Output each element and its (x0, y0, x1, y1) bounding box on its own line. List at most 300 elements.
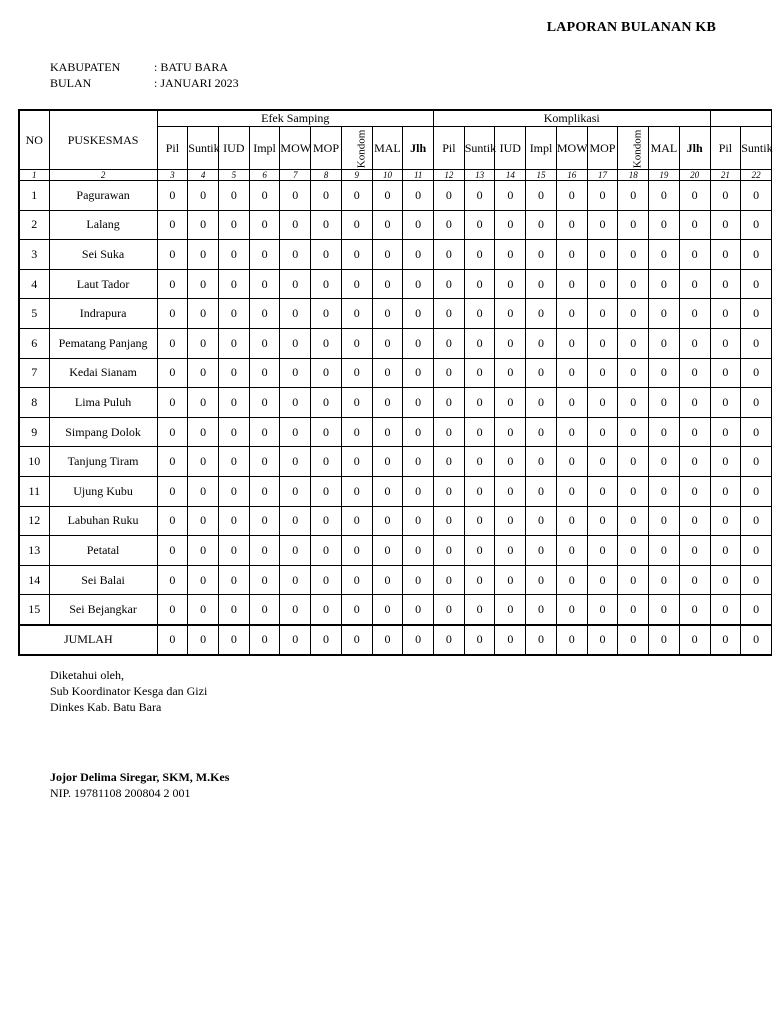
cell-value: 0 (218, 595, 249, 625)
bulan-label: BULAN (50, 76, 92, 90)
cell-value: 0 (341, 388, 372, 418)
cell-value: 0 (218, 565, 249, 595)
cell-value: 0 (556, 358, 587, 388)
subheader-group3-suntik: Suntik (741, 127, 772, 170)
subheader-efek-impl: Impl (249, 127, 280, 170)
total-value: 0 (341, 625, 372, 655)
cell-value: 0 (556, 447, 587, 477)
cell-value: 0 (311, 210, 342, 240)
cell-value: 0 (249, 328, 280, 358)
puskesmas-name: Ujung Kubu (49, 476, 157, 506)
puskesmas-name: Lalang (49, 210, 157, 240)
cell-value: 0 (741, 388, 772, 418)
cell-value: 0 (403, 536, 434, 566)
cell-value: 0 (341, 536, 372, 566)
table-row (19, 506, 772, 536)
cell-value: 0 (526, 536, 557, 566)
cell-value: 0 (218, 358, 249, 388)
cell-value: 0 (403, 299, 434, 329)
cell-value: 0 (403, 476, 434, 506)
cell-value: 0 (311, 388, 342, 418)
cell-value: 0 (618, 447, 649, 477)
cell-value: 0 (587, 210, 618, 240)
column-number: 14 (495, 170, 526, 181)
cell-value: 0 (649, 328, 680, 358)
subheader-label: Kondom (631, 129, 644, 168)
cell-value: 0 (372, 388, 403, 418)
cell-value: 0 (372, 210, 403, 240)
cell-value: 0 (741, 447, 772, 477)
cell-value: 0 (741, 595, 772, 625)
table-row (19, 536, 772, 566)
cell-value: 0 (157, 240, 188, 270)
cell-value: 0 (587, 476, 618, 506)
cell-value: 0 (341, 358, 372, 388)
total-value: 0 (618, 625, 649, 655)
cell-value: 0 (495, 269, 526, 299)
cell-value: 0 (188, 269, 219, 299)
cell-value: 0 (341, 181, 372, 211)
total-value: 0 (218, 625, 249, 655)
header-group-efek-samping: Efek Samping (157, 110, 433, 127)
cell-value: 0 (280, 565, 311, 595)
total-value: 0 (495, 625, 526, 655)
cell-value: 0 (710, 565, 741, 595)
cell-value: 0 (464, 595, 495, 625)
cell-value: 0 (649, 565, 680, 595)
cell-value: 0 (280, 506, 311, 536)
cell-value: 0 (249, 240, 280, 270)
column-number: 9 (341, 170, 372, 181)
total-value: 0 (556, 625, 587, 655)
cell-value: 0 (556, 240, 587, 270)
table-row (19, 476, 772, 506)
cell-value: 0 (157, 506, 188, 536)
cell-value: 0 (188, 328, 219, 358)
cell-value: 0 (249, 506, 280, 536)
puskesmas-name: Indrapura (49, 299, 157, 329)
cell-value: 0 (341, 476, 372, 506)
column-number: 15 (526, 170, 557, 181)
cell-value: 0 (618, 595, 649, 625)
cell-value: 0 (311, 299, 342, 329)
column-number: 17 (587, 170, 618, 181)
cell-value: 0 (372, 269, 403, 299)
cell-value: 0 (434, 181, 465, 211)
cell-value: 0 (188, 388, 219, 418)
bulan-value: : JANUARI 2023 (154, 76, 239, 90)
cell-value: 0 (618, 328, 649, 358)
cell-value: 0 (526, 299, 557, 329)
cell-value: 0 (341, 506, 372, 536)
cell-value: 0 (679, 240, 710, 270)
cell-value: 0 (618, 358, 649, 388)
row-number: 14 (19, 565, 49, 595)
total-value: 0 (679, 625, 710, 655)
cell-value: 0 (679, 565, 710, 595)
cell-value: 0 (157, 358, 188, 388)
cell-value: 0 (341, 299, 372, 329)
cell-value: 0 (556, 595, 587, 625)
puskesmas-name: Simpang Dolok (49, 417, 157, 447)
total-value: 0 (464, 625, 495, 655)
row-number: 7 (19, 358, 49, 388)
cell-value: 0 (495, 476, 526, 506)
total-value: 0 (372, 625, 403, 655)
cell-value: 0 (249, 565, 280, 595)
row-number: 10 (19, 447, 49, 477)
cell-value: 0 (556, 181, 587, 211)
ack-line-3: Dinkes Kab. Batu Bara (50, 700, 162, 714)
cell-value: 0 (464, 506, 495, 536)
cell-value: 0 (464, 240, 495, 270)
cell-value: 0 (464, 269, 495, 299)
column-number: 11 (403, 170, 434, 181)
cell-value: 0 (280, 210, 311, 240)
cell-value: 0 (188, 595, 219, 625)
cell-value: 0 (618, 388, 649, 418)
cell-value: 0 (649, 388, 680, 418)
cell-value: 0 (679, 358, 710, 388)
cell-value: 0 (157, 476, 188, 506)
cell-value: 0 (587, 269, 618, 299)
cell-value: 0 (188, 447, 219, 477)
cell-value: 0 (618, 240, 649, 270)
cell-value: 0 (218, 328, 249, 358)
cell-value: 0 (464, 565, 495, 595)
cell-value: 0 (741, 506, 772, 536)
total-value: 0 (710, 625, 741, 655)
cell-value: 0 (311, 240, 342, 270)
subheader-group3-pil: Pil (710, 127, 741, 170)
cell-value: 0 (403, 506, 434, 536)
cell-value: 0 (526, 506, 557, 536)
cell-value: 0 (218, 210, 249, 240)
puskesmas-name: Pematang Panjang (49, 328, 157, 358)
cell-value: 0 (679, 388, 710, 418)
cell-value: 0 (710, 181, 741, 211)
cell-value: 0 (587, 595, 618, 625)
cell-value: 0 (280, 269, 311, 299)
cell-value: 0 (526, 595, 557, 625)
cell-value: 0 (311, 506, 342, 536)
cell-value: 0 (218, 476, 249, 506)
column-number: 5 (218, 170, 249, 181)
report-table (18, 109, 772, 656)
cell-value: 0 (526, 269, 557, 299)
meta-kabupaten (50, 60, 228, 75)
cell-value: 0 (280, 240, 311, 270)
cell-value: 0 (311, 476, 342, 506)
total-value: 0 (434, 625, 465, 655)
cell-value: 0 (218, 506, 249, 536)
cell-value: 0 (218, 447, 249, 477)
cell-value: 0 (710, 210, 741, 240)
total-value: 0 (311, 625, 342, 655)
cell-value: 0 (679, 299, 710, 329)
cell-value: 0 (649, 506, 680, 536)
cell-value: 0 (157, 565, 188, 595)
subheader-efek-mow: MOW (280, 127, 311, 170)
subheader-efek-mop: MOP (311, 127, 342, 170)
cell-value: 0 (495, 595, 526, 625)
cell-value: 0 (372, 299, 403, 329)
row-number: 3 (19, 240, 49, 270)
total-value: 0 (403, 625, 434, 655)
cell-value: 0 (649, 299, 680, 329)
cell-value: 0 (434, 536, 465, 566)
total-row (19, 625, 772, 655)
cell-value: 0 (495, 447, 526, 477)
cell-value: 0 (710, 476, 741, 506)
cell-value: 0 (434, 210, 465, 240)
cell-value: 0 (495, 358, 526, 388)
subheader-efek-iud: IUD (218, 127, 249, 170)
puskesmas-name: Pagurawan (49, 181, 157, 211)
cell-value: 0 (618, 210, 649, 240)
table-body (19, 181, 772, 655)
cell-value: 0 (157, 388, 188, 418)
cell-value: 0 (556, 328, 587, 358)
column-number: 10 (372, 170, 403, 181)
cell-value: 0 (464, 210, 495, 240)
cell-value: 0 (372, 358, 403, 388)
cell-value: 0 (341, 269, 372, 299)
cell-value: 0 (341, 595, 372, 625)
cell-value: 0 (587, 240, 618, 270)
total-value: 0 (526, 625, 557, 655)
cell-value: 0 (556, 536, 587, 566)
cell-value: 0 (526, 181, 557, 211)
table-row (19, 595, 772, 625)
cell-value: 0 (464, 536, 495, 566)
cell-value: 0 (403, 565, 434, 595)
row-number: 1 (19, 181, 49, 211)
cell-value: 0 (741, 269, 772, 299)
row-number: 6 (19, 328, 49, 358)
puskesmas-name: Sei Balai (49, 565, 157, 595)
puskesmas-name: Petatal (49, 536, 157, 566)
total-value: 0 (249, 625, 280, 655)
cell-value: 0 (249, 388, 280, 418)
cell-value: 0 (556, 299, 587, 329)
cell-value: 0 (311, 417, 342, 447)
signature-block (50, 769, 229, 801)
cell-value: 0 (556, 476, 587, 506)
subheader-efek-kondom (341, 127, 372, 170)
cell-value: 0 (249, 447, 280, 477)
subheader-komplikasi-iud: IUD (495, 127, 526, 170)
cell-value: 0 (403, 328, 434, 358)
cell-value: 0 (249, 358, 280, 388)
cell-value: 0 (403, 388, 434, 418)
cell-value: 0 (280, 358, 311, 388)
subheader-komplikasi-pil: Pil (434, 127, 465, 170)
cell-value: 0 (741, 181, 772, 211)
cell-value: 0 (249, 595, 280, 625)
acknowledgement-block (50, 667, 207, 715)
row-number: 12 (19, 506, 49, 536)
cell-value: 0 (311, 595, 342, 625)
cell-value: 0 (649, 210, 680, 240)
cell-value: 0 (587, 299, 618, 329)
cell-value: 0 (587, 565, 618, 595)
signer-name: Jojor Delima Siregar, SKM, M.Kes (50, 770, 230, 784)
column-number: 4 (188, 170, 219, 181)
cell-value: 0 (679, 595, 710, 625)
cell-value: 0 (679, 181, 710, 211)
header-group-3 (710, 110, 771, 127)
table-row (19, 299, 772, 329)
cell-value: 0 (188, 536, 219, 566)
header-puskesmas: PUSKESMAS (49, 110, 157, 170)
cell-value: 0 (710, 328, 741, 358)
cell-value: 0 (434, 358, 465, 388)
ack-line-2: Sub Koordinator Kesga dan Gizi (50, 684, 208, 698)
kabupaten-label: KABUPATEN (50, 60, 121, 74)
cell-value: 0 (710, 447, 741, 477)
subheader-komplikasi-jlh: Jlh (679, 127, 710, 170)
column-number: 19 (649, 170, 680, 181)
total-label: JUMLAH (19, 625, 157, 655)
cell-value: 0 (403, 181, 434, 211)
column-number: 3 (157, 170, 188, 181)
cell-value: 0 (372, 565, 403, 595)
cell-value: 0 (526, 328, 557, 358)
cell-value: 0 (618, 417, 649, 447)
cell-value: 0 (741, 417, 772, 447)
cell-value: 0 (587, 388, 618, 418)
cell-value: 0 (618, 269, 649, 299)
cell-value: 0 (464, 328, 495, 358)
cell-value: 0 (157, 181, 188, 211)
header-no: NO (19, 110, 49, 170)
cell-value: 0 (372, 181, 403, 211)
cell-value: 0 (372, 447, 403, 477)
column-number-row (19, 170, 772, 181)
row-number: 8 (19, 388, 49, 418)
table-row (19, 388, 772, 418)
cell-value: 0 (618, 506, 649, 536)
cell-value: 0 (280, 476, 311, 506)
cell-value: 0 (188, 299, 219, 329)
puskesmas-name: Lima Puluh (49, 388, 157, 418)
cell-value: 0 (679, 506, 710, 536)
cell-value: 0 (556, 210, 587, 240)
cell-value: 0 (741, 476, 772, 506)
cell-value: 0 (526, 210, 557, 240)
report-title: LAPORAN BULANAN KB (546, 20, 716, 35)
cell-value: 0 (188, 476, 219, 506)
cell-value: 0 (587, 358, 618, 388)
cell-value: 0 (280, 181, 311, 211)
cell-value: 0 (495, 536, 526, 566)
cell-value: 0 (679, 328, 710, 358)
cell-value: 0 (710, 388, 741, 418)
cell-value: 0 (649, 181, 680, 211)
cell-value: 0 (649, 417, 680, 447)
table-row (19, 417, 772, 447)
cell-value: 0 (280, 328, 311, 358)
cell-value: 0 (403, 447, 434, 477)
cell-value: 0 (495, 328, 526, 358)
column-number: 7 (280, 170, 311, 181)
cell-value: 0 (495, 506, 526, 536)
cell-value: 0 (249, 269, 280, 299)
cell-value: 0 (157, 328, 188, 358)
meta-bulan (50, 76, 239, 91)
cell-value: 0 (710, 240, 741, 270)
column-number: 21 (710, 170, 741, 181)
cell-value: 0 (495, 240, 526, 270)
cell-value: 0 (649, 269, 680, 299)
cell-value: 0 (526, 447, 557, 477)
cell-value: 0 (311, 358, 342, 388)
cell-value: 0 (495, 417, 526, 447)
subheader-label: Kondom (355, 129, 368, 168)
column-number: 2 (49, 170, 157, 181)
cell-value: 0 (434, 269, 465, 299)
cell-value: 0 (464, 358, 495, 388)
cell-value: 0 (526, 417, 557, 447)
cell-value: 0 (495, 181, 526, 211)
cell-value: 0 (372, 476, 403, 506)
subheader-efek-suntik: Suntik (188, 127, 219, 170)
cell-value: 0 (649, 240, 680, 270)
cell-value: 0 (587, 328, 618, 358)
cell-value: 0 (188, 358, 219, 388)
column-number: 12 (434, 170, 465, 181)
row-number: 15 (19, 595, 49, 625)
cell-value: 0 (434, 565, 465, 595)
cell-value: 0 (434, 417, 465, 447)
cell-value: 0 (218, 269, 249, 299)
cell-value: 0 (280, 417, 311, 447)
table-row (19, 328, 772, 358)
cell-value: 0 (710, 358, 741, 388)
cell-value: 0 (741, 565, 772, 595)
column-number: 20 (679, 170, 710, 181)
header-group-komplikasi: Komplikasi (434, 110, 711, 127)
cell-value: 0 (372, 328, 403, 358)
total-value: 0 (188, 625, 219, 655)
cell-value: 0 (495, 565, 526, 595)
cell-value: 0 (741, 299, 772, 329)
total-value: 0 (649, 625, 680, 655)
cell-value: 0 (188, 417, 219, 447)
cell-value: 0 (341, 565, 372, 595)
cell-value: 0 (341, 328, 372, 358)
cell-value: 0 (464, 388, 495, 418)
ack-line-1: Diketahui oleh, (50, 668, 124, 682)
cell-value: 0 (157, 536, 188, 566)
subheader-efek-pil: Pil (157, 127, 188, 170)
cell-value: 0 (218, 536, 249, 566)
row-number: 13 (19, 536, 49, 566)
subheader-komplikasi-impl: Impl (526, 127, 557, 170)
cell-value: 0 (618, 565, 649, 595)
cell-value: 0 (403, 210, 434, 240)
cell-value: 0 (741, 358, 772, 388)
cell-value: 0 (341, 447, 372, 477)
cell-value: 0 (649, 595, 680, 625)
column-number: 18 (618, 170, 649, 181)
row-number: 11 (19, 476, 49, 506)
cell-value: 0 (434, 506, 465, 536)
cell-value: 0 (679, 269, 710, 299)
cell-value: 0 (710, 269, 741, 299)
cell-value: 0 (679, 536, 710, 566)
